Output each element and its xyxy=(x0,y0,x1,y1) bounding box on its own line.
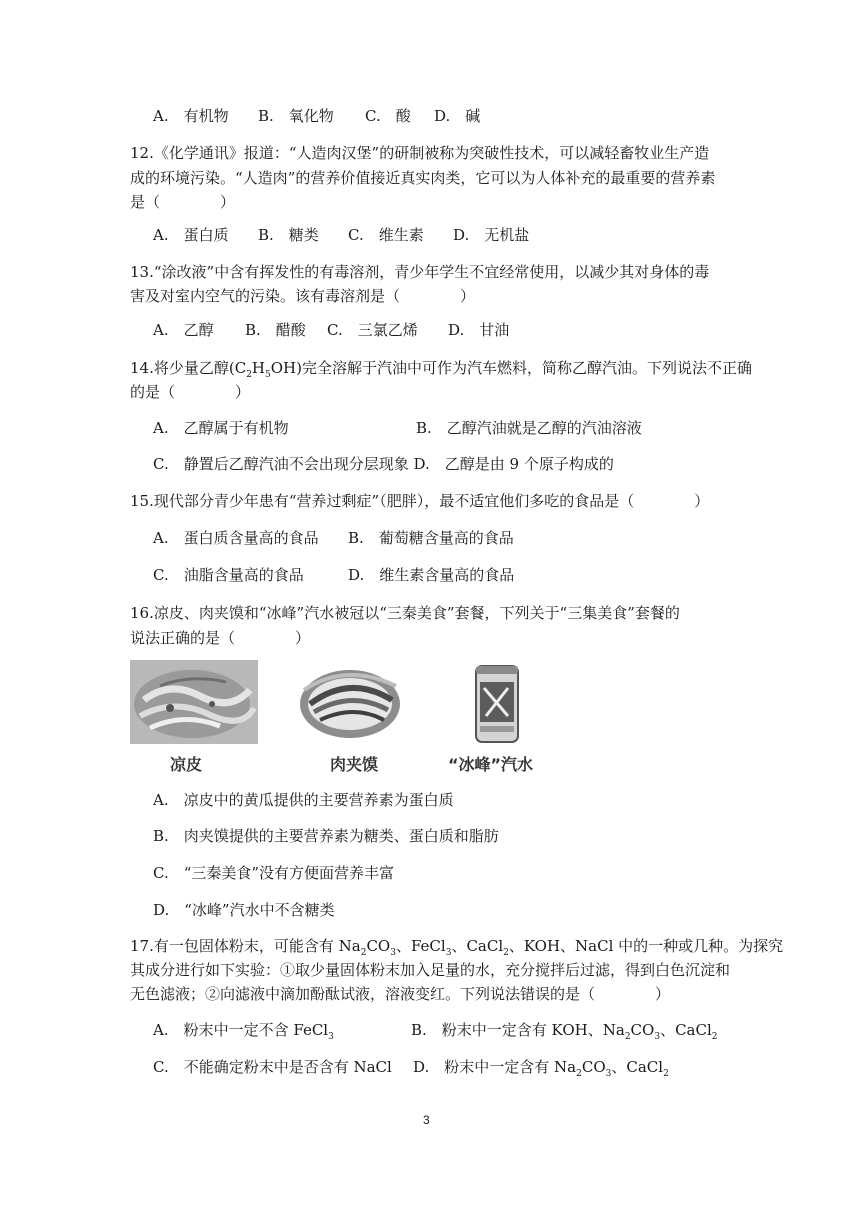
q13-option-a: A. 乙醇 xyxy=(153,321,214,339)
q14-option-a: A. 乙醇属于有机物 xyxy=(153,419,289,437)
q11-option-a: A. 有机物 xyxy=(153,107,229,125)
caption-roujiamo: 肉夹馍 xyxy=(330,755,379,774)
q13-line-2: 害及对室内空气的污染。该有毒溶剂是（ ） xyxy=(130,287,476,305)
q15-option-c: C. 油脂含量高的食品 xyxy=(153,566,304,584)
food-figure xyxy=(130,660,550,772)
q12-line-2: 成的环境污染。“人造肉”的营养价值接近真实肉类，它可以为人体补充的最重要的营养素 xyxy=(130,169,716,187)
q17-option-a: A. 粉末中一定不含 FeCl$_3$ xyxy=(153,1021,334,1042)
q17-line-2: 其成分进行如下实验：①取少量固体粉末加入足量的水，充分搅拌后过滤，得到白色沉淀和 xyxy=(130,961,731,979)
q12-option-d: D. 无机盐 xyxy=(453,226,530,244)
q15-option-b: B. 葡萄糖含量高的食品 xyxy=(348,529,514,547)
q12-line-1: 12.《化学通讯》报道：“人造肉汉堡”的研制被称为突破性技术，可以减轻畜牧业生产造 xyxy=(130,144,710,162)
q11-option-b: B. 氧化物 xyxy=(258,107,334,125)
q11-option-d: D. 碱 xyxy=(434,107,481,125)
q17-option-c: C. 不能确定粉末中是否含有 NaCl xyxy=(153,1058,392,1076)
caption-bingfeng: “冰峰”汽水 xyxy=(448,755,534,774)
liangpi-image xyxy=(130,660,258,744)
q15-line-1: 15.现代部分青少年患有“营养过剩症”（肥胖），最不适宜他们多吃的食品是（ ） xyxy=(130,492,710,510)
q15-option-a: A. 蛋白质含量高的食品 xyxy=(153,529,319,547)
q13-option-c: C. 三氯乙烯 xyxy=(327,321,418,339)
q17-line-1: 17.有一包固体粉末，可能含有 $Na_2CO_3$、FeCl$_3$、CaCl$_2$、KOH、NaCl 中的一种或几种。为探究 xyxy=(130,937,784,958)
page-number: 3 xyxy=(423,1113,430,1127)
bingfeng-can-image xyxy=(468,660,526,744)
q14-option-b: B. 乙醇汽油就是乙醇的汽油溶液 xyxy=(416,419,642,437)
q14-line-2: 的是（ ） xyxy=(130,383,251,401)
q15-option-d: D. 维生素含量高的食品 xyxy=(348,566,515,584)
q13-option-b: B. 醋酸 xyxy=(245,321,306,339)
caption-liangpi: 凉皮 xyxy=(170,755,203,774)
q13-option-d: D. 甘油 xyxy=(448,321,510,339)
q12-line-3: 是（ ） xyxy=(130,193,236,211)
q16-option-b: B. 肉夹馍提供的主要营养素为糖类、蛋白质和脂肪 xyxy=(153,827,499,845)
q11-option-c: C. 酸 xyxy=(365,107,411,125)
q14-line-1: 14.将少量乙醇$(C_2H_5OH)$完全溶解于汽油中可作为汽车燃料，简称乙醇汽油。下列说法不正确 xyxy=(130,359,752,380)
roujiamo-image xyxy=(296,660,400,744)
q12-option-b: B. 糖类 xyxy=(258,226,319,244)
q12-option-c: C. 维生素 xyxy=(348,226,424,244)
q12-option-a: A. 蛋白质 xyxy=(153,226,229,244)
q16-option-c: C. “三秦美食”没有方便面营养丰富 xyxy=(153,864,395,882)
q17-option-b: B. 粉末中一定含有 KOH、$Na_2CO_3$、CaCl$_2$ xyxy=(411,1021,718,1042)
q14-option-c-d: C. 静置后乙醇汽油不会出现分层现象 D. 乙醇是由 9 个原子构成的 xyxy=(153,455,614,473)
q16-option-a: A. 凉皮中的黄瓜提供的主要营养素为蛋白质 xyxy=(153,791,454,809)
q16-line-1: 16.凉皮、肉夹馍和“冰峰”汽水被冠以“三秦美食”套餐，下列关于“三集美食”套餐的 xyxy=(130,604,680,622)
q17-option-d: D. 粉末中一定含有 $Na_2CO_3$、CaCl$_2$ xyxy=(413,1058,669,1079)
q16-option-d: D. “冰峰”汽水中不含糖类 xyxy=(153,901,335,919)
q17-line-3: 无色滤液；②向滤液中滴加酚酞试液，溶液变红。下列说法错误的是（ ） xyxy=(130,985,671,1003)
q16-line-2: 说法正确的是（ ） xyxy=(130,629,311,647)
q13-line-1: 13.“涂改液”中含有挥发性的有毒溶剂，青少年学生不宜经常使用，以减少其对身体的毒 xyxy=(130,263,710,281)
